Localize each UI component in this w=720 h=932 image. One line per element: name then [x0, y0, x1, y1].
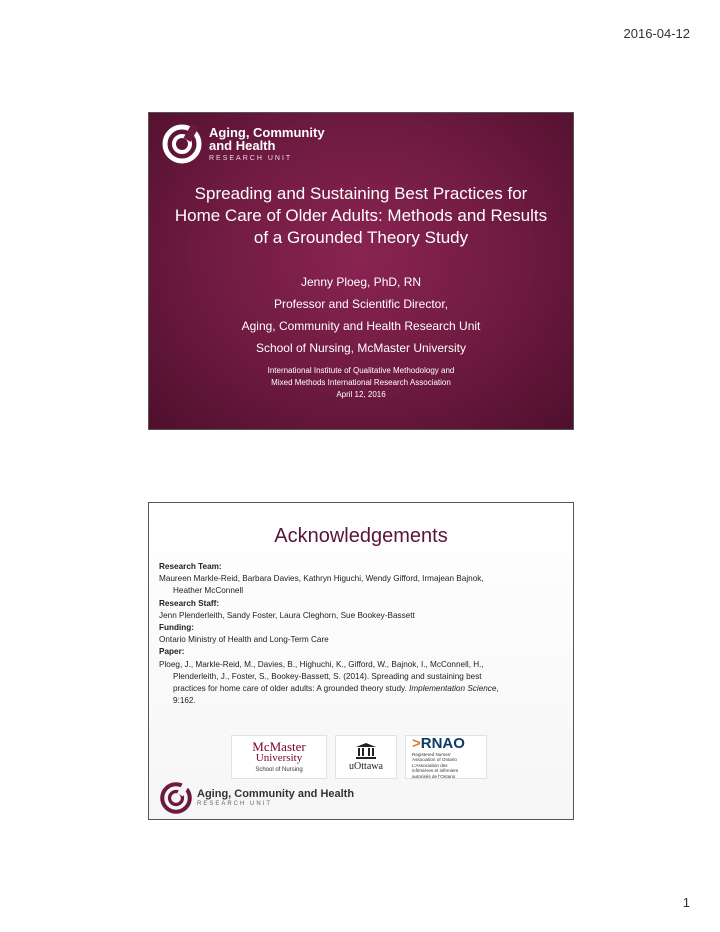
rnao-text: Association of Ontario — [412, 757, 457, 763]
author-line: Jenny Ploeg, PhD, RN — [300, 275, 422, 289]
slide1-title — [149, 183, 573, 249]
logo-line3: RESEARCH UNIT — [209, 154, 293, 162]
footer-logo-line1: Aging, Community and Health — [197, 788, 355, 801]
paper-label: Paper: — [159, 647, 185, 657]
slide1-conference — [149, 365, 573, 401]
paper-text-part: practices for home care of older adults: A grounded theory study. — [173, 684, 410, 694]
conference-line: International Institute of Qualitative Methodology and — [267, 366, 455, 375]
slide1-logo — [161, 123, 325, 165]
author-line: Professor and Scientific Director, — [273, 297, 449, 311]
mcmaster-university: University — [255, 752, 303, 764]
funding-text: Ontario Ministry of Health and Long-Term Care — [159, 635, 329, 645]
mcmaster-school: School of Nursing — [255, 767, 303, 773]
mcmaster-logo — [231, 735, 327, 779]
rnao-brand — [412, 735, 465, 752]
title-slide — [148, 112, 574, 430]
research-staff-label: Research Staff: — [159, 598, 220, 608]
acknowledgements-slide — [148, 502, 574, 820]
uottawa-name: uOttawa — [349, 760, 383, 772]
conference-line: Mixed Methods International Research Association — [271, 378, 451, 387]
research-team-label: Research Team: — [159, 562, 222, 571]
author-line: School of Nursing, McMaster University — [255, 341, 467, 355]
building-icon — [356, 743, 376, 759]
logo-line2: and Health — [209, 138, 276, 154]
paper-text — [159, 683, 561, 695]
rnao-brand-text: RNAO — [420, 734, 465, 752]
title-line: Home Care of Older Adults: Methods and Results — [174, 206, 548, 225]
rnao-text: Registered Nurses' — [412, 751, 451, 757]
page-date: 2016-04-12 — [623, 26, 690, 41]
paper-text: Plenderleith, J., Foster, S., Bookey-Bassett, S. (2014). Spreading and sustaining best — [173, 671, 482, 681]
arc-logo-icon — [159, 781, 193, 815]
paper-text: Ploeg, J., Markle-Reid, M., Davies, B., Highuchi, K., Gifford, W., Bajnok, I., McConnell, H., — [159, 659, 484, 669]
slide2-footer-logo — [159, 781, 354, 815]
logo-line1: Aging, Community — [209, 124, 325, 140]
conference-line: April 12, 2016 — [336, 390, 386, 399]
author-line: Aging, Community and Health Research Unit — [241, 319, 481, 333]
title-line: Spreading and Sustaining Best Practices for — [194, 184, 528, 203]
uottawa-logo — [335, 735, 397, 779]
research-team-text: Heather McConnell — [173, 586, 244, 596]
rnao-logo — [405, 735, 487, 779]
slide2-title: Acknowledgements — [274, 525, 448, 547]
paper-text: 9:162. — [173, 696, 196, 706]
research-team-text: Maureen Markle-Reid, Barbara Davies, Kathryn Higuchi, Wendy Gifford, Irmajean Bajnok, — [159, 574, 484, 584]
funding-label: Funding: — [159, 623, 195, 633]
rnao-text: infirmières et infirmiers — [412, 768, 459, 774]
rnao-text: L'Association des — [412, 762, 448, 768]
slide1-author — [149, 271, 573, 359]
partner-logos — [231, 735, 487, 779]
acknowledgements-body — [159, 561, 561, 707]
paper-text-part: , — [496, 684, 499, 694]
rnao-arrow-icon: > — [412, 734, 421, 752]
title-line: of a Grounded Theory Study — [253, 228, 469, 247]
journal-name: Implementation Science — [409, 684, 497, 694]
research-staff-text: Jenn Plenderleith, Sandy Foster, Laura Cleghorn, Sue Bookey-Bassett — [159, 610, 415, 620]
rnao-text: autorisés de l'Ontario — [412, 773, 456, 779]
page-number: 1 — [682, 895, 690, 910]
footer-logo-line2: RESEARCH UNIT — [197, 800, 273, 807]
mcmaster-name: McMaster — [252, 739, 306, 754]
arc-logo-icon — [161, 123, 203, 165]
